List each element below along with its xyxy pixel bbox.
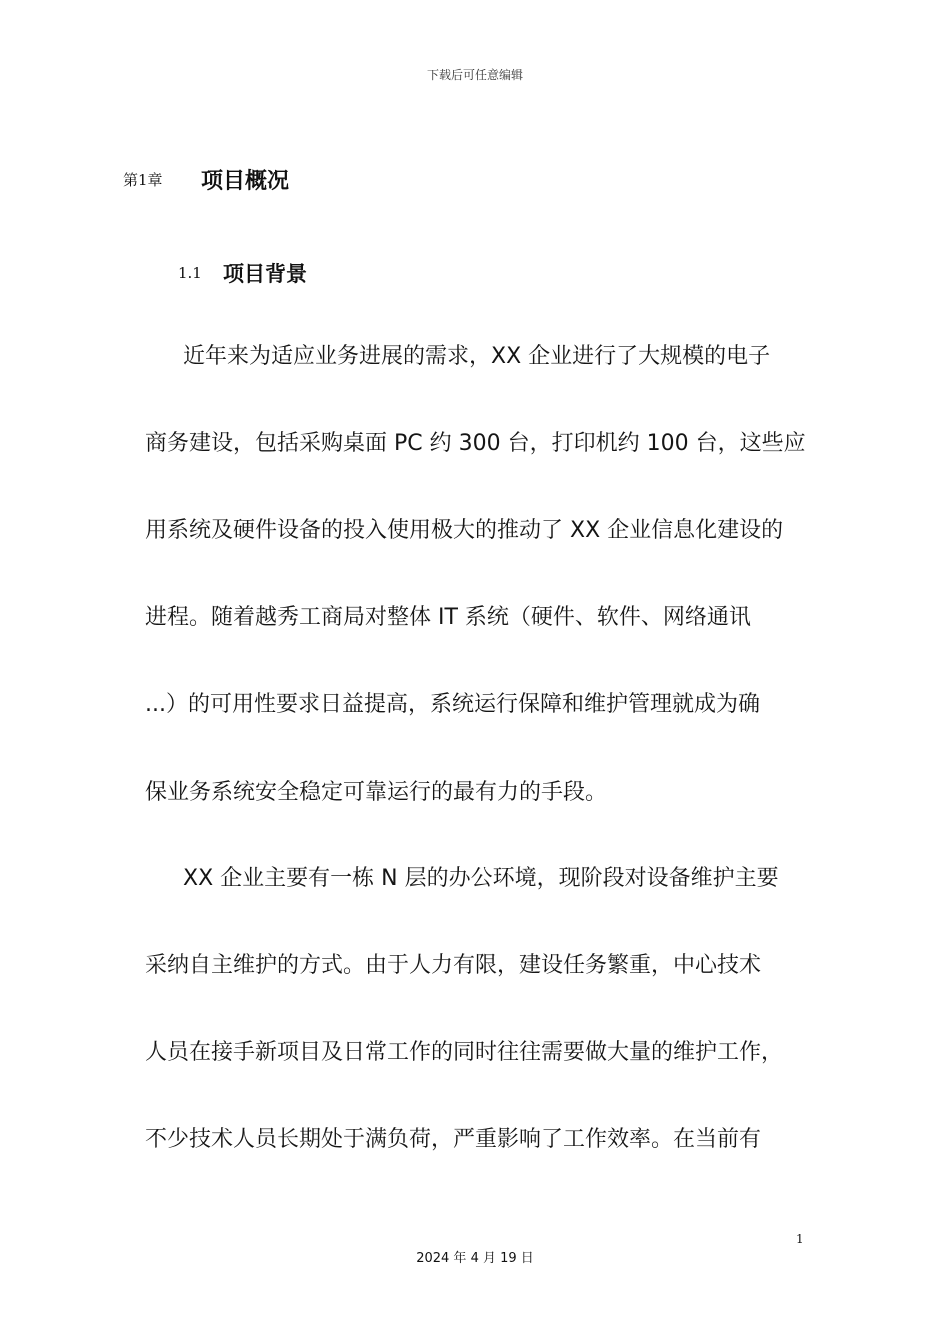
paragraph-line: 用系统及硬件设备的投入使用极大的推动了 XX 企业信息化建设的 bbox=[145, 518, 784, 543]
section-number: 1.1 bbox=[178, 264, 202, 282]
paragraph-line: 商务建设，包括采购桌面 PC 约 300 台，打印机约 100 台，这些应 bbox=[145, 431, 806, 456]
chapter-title: 项目概况 bbox=[201, 168, 290, 194]
section-title: 项目背景 bbox=[223, 262, 307, 286]
paragraph-line: 采纳自主维护的方式。由于人力有限，建设任务繁重，中心技术 bbox=[145, 953, 762, 978]
paragraph-line: 不少技术人员长期处于满负荷，严重影响了工作效率。在当前有 bbox=[145, 1127, 762, 1152]
paragraph-line: 近年来为适应业务进展的需求，XX 企业进行了大规模的电子 bbox=[183, 344, 771, 369]
footer-date: 2024 年 4 月 19 日 bbox=[416, 1251, 534, 1266]
section-heading bbox=[178, 256, 307, 290]
chapter-number: 第1章 bbox=[123, 170, 163, 189]
paragraph-line: XX 企业主要有一栋 N 层的办公环境，现阶段对设备维护主要 bbox=[183, 866, 779, 891]
paragraph-line: 保业务系统安全稳定可靠运行的最有力的手段。 bbox=[145, 780, 608, 805]
paragraph-line: 人员在接手新项目及日常工作的同时往往需要做大量的维护工作， bbox=[145, 1040, 784, 1065]
chapter-heading bbox=[123, 162, 289, 196]
paragraph-line: 进程。随着越秀工商局对整体 IT 系统（硬件、软件、网络通讯 bbox=[145, 605, 751, 630]
page-header: 下载后可任意编辑 bbox=[426, 68, 523, 82]
page-number: 1 bbox=[796, 1232, 804, 1246]
paragraph-line: ...）的可用性要求日益提高，系统运行保障和维护管理就成为确 bbox=[145, 692, 760, 717]
